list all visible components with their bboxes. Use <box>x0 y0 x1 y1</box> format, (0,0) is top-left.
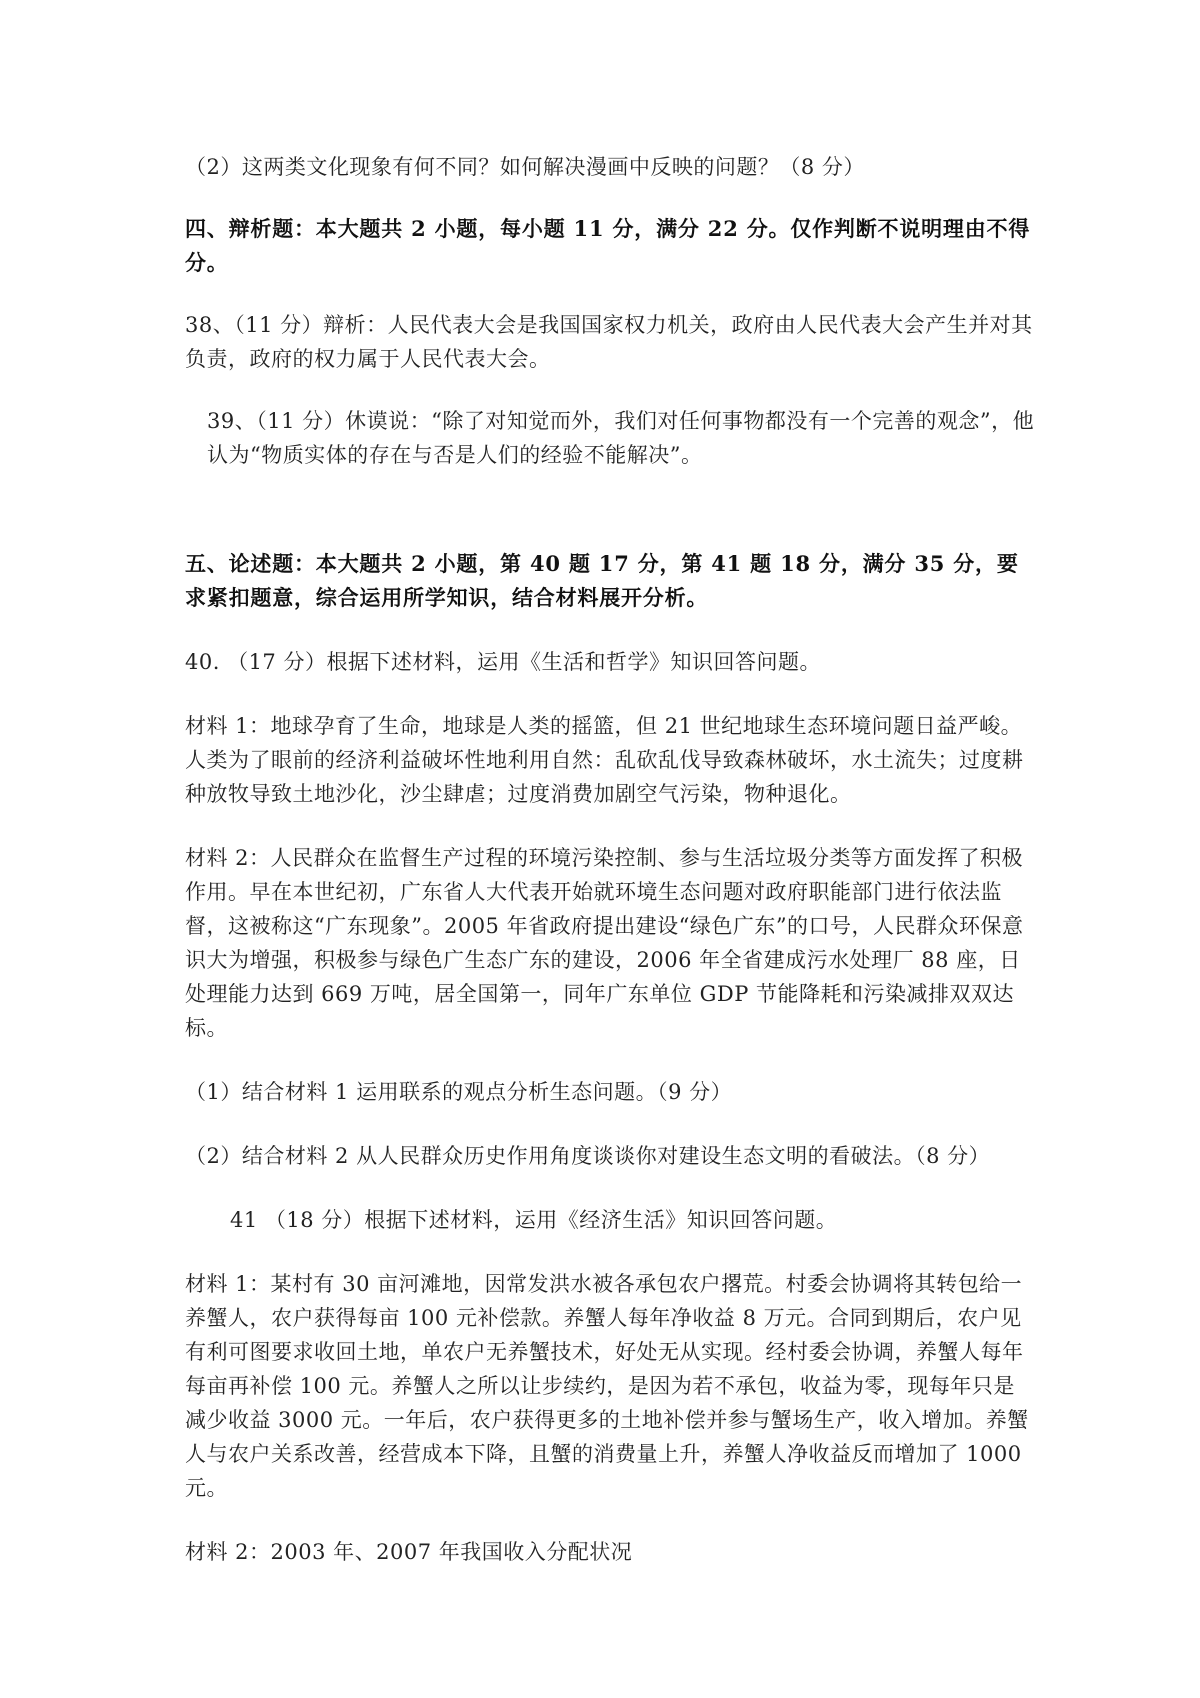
question-40-part-1: （1）结合材料 1 运用联系的观点分析生态问题。（9 分） <box>185 1080 733 1104</box>
question-39: 39、（11 分）休谟说：“除了对知觉而外，我们对任何事物都没有一个完善的观念”，他认为“物质实体的存在与否是人们的经验不能解决”。 <box>207 409 1035 467</box>
question-40-material-2: 材料 2：人民群众在监督生产过程的环境污染控制、参与生活垃圾分类等方面发挥了积极作用。早在本世纪初，广东省人大代表开始就环境生态问题对政府职能部门进行依法监督，这被称这“广东现象”。2005 年省政府提出建设“绿色广东”的口号，人民群众环保意识大为增强，积极参与绿色广生态广东的建设，2006 年全省建成污水处理厂 88 座，日处理能力达到 669 万吨，居全国第一，同年广东单位 GDP 节能降耗和污染减排双双达标。 <box>185 846 1024 1040</box>
question-41-material-2: 材料 2：2003 年、2007 年我国收入分配状况 <box>185 1540 633 1564</box>
question-40-material-1: 材料 1：地球孕育了生命，地球是人类的摇篮，但 21 世纪地球生态环境问题日益严峻。人类为了眼前的经济利益破坏性地利用自然：乱砍乱伐导致森林破坏，水土流失；过度耕种放牧导致土地沙化，沙尘肆虐；过度消费加剧空气污染，物种退化。 <box>185 714 1024 806</box>
question-40-part-2: （2）结合材料 2 从人民群众历史作用角度谈谈你对建设生态文明的看破法。（8 分） <box>185 1144 991 1168</box>
section-4-heading: 四、辩析题：本大题共 2 小题，每小题 11 分，满分 22 分。仅作判断不说明理由不得分。 <box>185 216 1031 275</box>
section-5-heading: 五、论述题：本大题共 2 小题，第 40 题 17 分，第 41 题 18 分，满分 35 分，要求紧扣题意，综合运用所学知识，结合材料展开分析。 <box>185 551 1019 610</box>
question-40: 40. （17 分）根据下述材料，运用《生活和哲学》知识回答问题。 <box>185 650 821 674</box>
question-37-part-2: （2）这两类文化现象有何不同？如何解决漫画中反映的问题？（8 分） <box>185 155 865 179</box>
question-38: 38、（11 分）辩析：人民代表大会是我国国家权力机关，政府由人民代表大会产生并对其负责，政府的权力属于人民代表大会。 <box>185 313 1033 371</box>
question-41-material-1: 材料 1：某村有 30 亩河滩地，因常发洪水被各承包农户撂荒。村委会协调将其转包给一养蟹人，农户获得每亩 100 元补偿款。养蟹人每年净收益 8 万元。合同到期后，农户见有利可图要求收回土地，单农户无养蟹技术，好处无从实现。经村委会协调，养蟹人每年每亩再补偿 100 元。养蟹人之所以让步续约，是因为若不承包，收益为零，现每年只是减少收益 3000 元。一年后，农户获得更多的土地补偿并参与蟹场生产，收入增加。养蟹人与农户关系改善，经营成本下降，且蟹的消费量上升，养蟹人净收益反而增加了 1000 元。 <box>185 1272 1029 1500</box>
question-41: 41 （18 分）根据下述材料，运用《经济生活》知识回答问题。 <box>230 1208 838 1232</box>
document-body <box>185 150 1035 1569</box>
